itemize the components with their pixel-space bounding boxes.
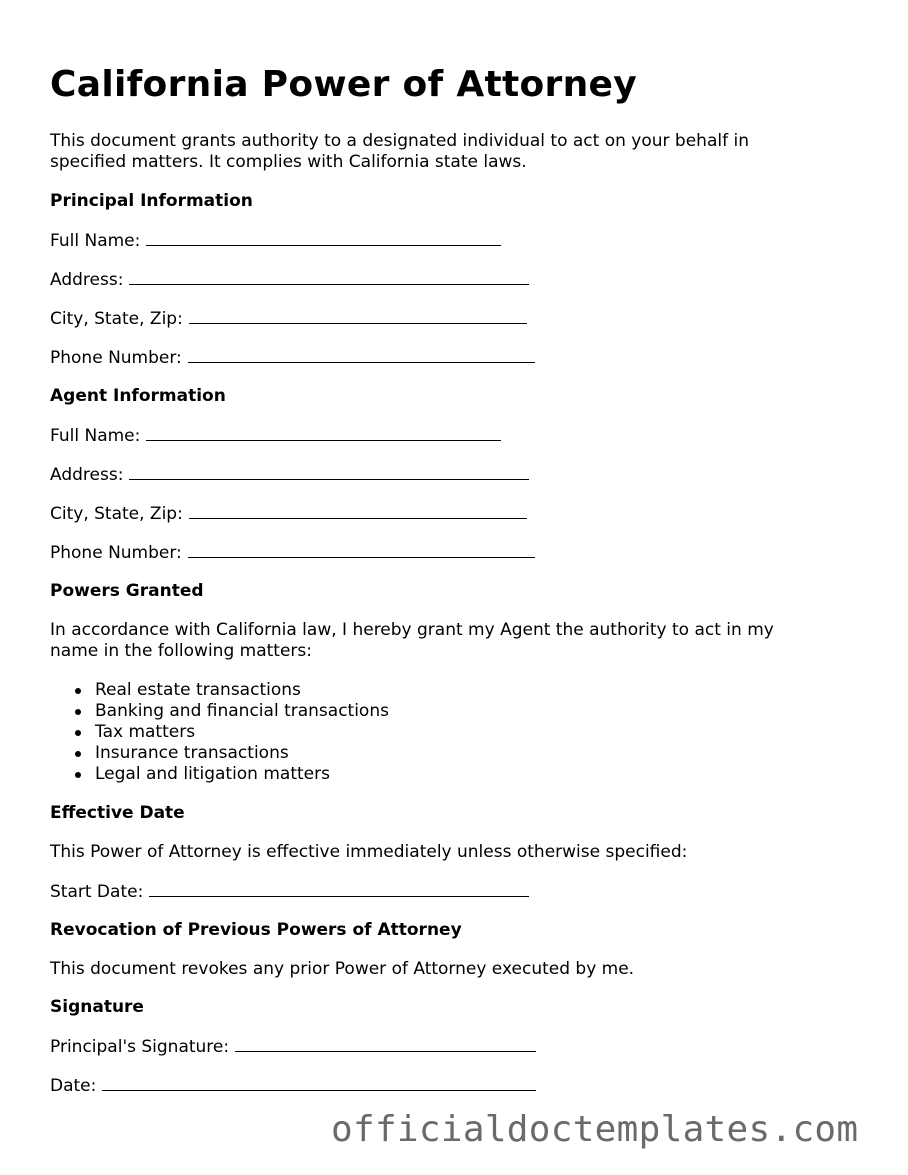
agent-full-name-blank[interactable]: [146, 425, 501, 441]
bullet-icon: [75, 730, 81, 736]
revocation-text: This document revokes any prior Power of Attorney executed by me.: [50, 959, 635, 979]
bullet-icon: [75, 772, 81, 778]
agent-city-label: City, State, Zip:: [50, 504, 183, 524]
list-item: Banking and financial transactions: [50, 701, 389, 722]
revocation-heading: Revocation of Previous Powers of Attorney: [50, 920, 462, 940]
effective-heading: Effective Date: [50, 803, 185, 823]
principal-signature-blank[interactable]: [235, 1036, 536, 1052]
powers-heading: Powers Granted: [50, 581, 204, 601]
agent-phone-blank[interactable]: [188, 542, 535, 558]
bullet-icon: [75, 688, 81, 694]
bullet-icon: [75, 709, 81, 715]
start-date-blank[interactable]: [149, 881, 529, 897]
list-item: Real estate transactions: [50, 680, 389, 701]
powers-intro-line-2: name in the following matters:: [50, 641, 312, 661]
agent-city-blank[interactable]: [189, 503, 527, 519]
principal-address-label: Address:: [50, 270, 124, 290]
agent-heading: Agent Information: [50, 386, 226, 406]
principal-phone-field[interactable]: [50, 347, 535, 369]
agent-full-name-label: Full Name:: [50, 426, 141, 446]
principal-full-name-label: Full Name:: [50, 231, 141, 251]
principal-full-name-field[interactable]: [50, 230, 501, 252]
powers-list: [50, 680, 389, 785]
signature-date-label: Date:: [50, 1076, 97, 1096]
agent-city-field[interactable]: [50, 503, 527, 525]
principal-city-field[interactable]: [50, 308, 527, 330]
principal-city-blank[interactable]: [189, 308, 527, 324]
list-item: Insurance transactions: [50, 743, 389, 764]
list-item: Tax matters: [50, 722, 389, 743]
start-date-label: Start Date:: [50, 882, 144, 902]
list-item: Legal and litigation matters: [50, 764, 389, 785]
intro-line-1: This document grants authority to a designated individual to act on your behalf in: [50, 131, 749, 151]
principal-phone-label: Phone Number:: [50, 348, 182, 368]
watermark: officialdoctemplates.com: [331, 1109, 859, 1150]
signature-date-blank[interactable]: [102, 1075, 536, 1091]
intro-line-2: specified matters. It complies with California state laws.: [50, 152, 527, 172]
principal-address-field[interactable]: [50, 269, 529, 291]
principal-address-blank[interactable]: [129, 269, 529, 285]
agent-address-label: Address:: [50, 465, 124, 485]
agent-full-name-field[interactable]: [50, 425, 501, 447]
principal-phone-blank[interactable]: [188, 347, 535, 363]
effective-text: This Power of Attorney is effective immediately unless otherwise specified:: [50, 842, 688, 862]
principal-full-name-blank[interactable]: [146, 230, 501, 246]
agent-phone-field[interactable]: [50, 542, 535, 564]
bullet-icon: [75, 751, 81, 757]
signature-date-field[interactable]: [50, 1075, 536, 1097]
start-date-field[interactable]: [50, 881, 529, 903]
agent-address-field[interactable]: [50, 464, 529, 486]
signature-heading: Signature: [50, 997, 144, 1017]
agent-phone-label: Phone Number:: [50, 543, 182, 563]
agent-address-blank[interactable]: [129, 464, 529, 480]
principal-city-label: City, State, Zip:: [50, 309, 183, 329]
principal-signature-field[interactable]: [50, 1036, 536, 1058]
powers-intro-line-1: In accordance with California law, I hereby grant my Agent the authority to act in my: [50, 620, 774, 640]
principal-heading: Principal Information: [50, 191, 253, 211]
principal-signature-label: Principal's Signature:: [50, 1037, 230, 1057]
document-title: California Power of Attorney: [50, 64, 638, 105]
